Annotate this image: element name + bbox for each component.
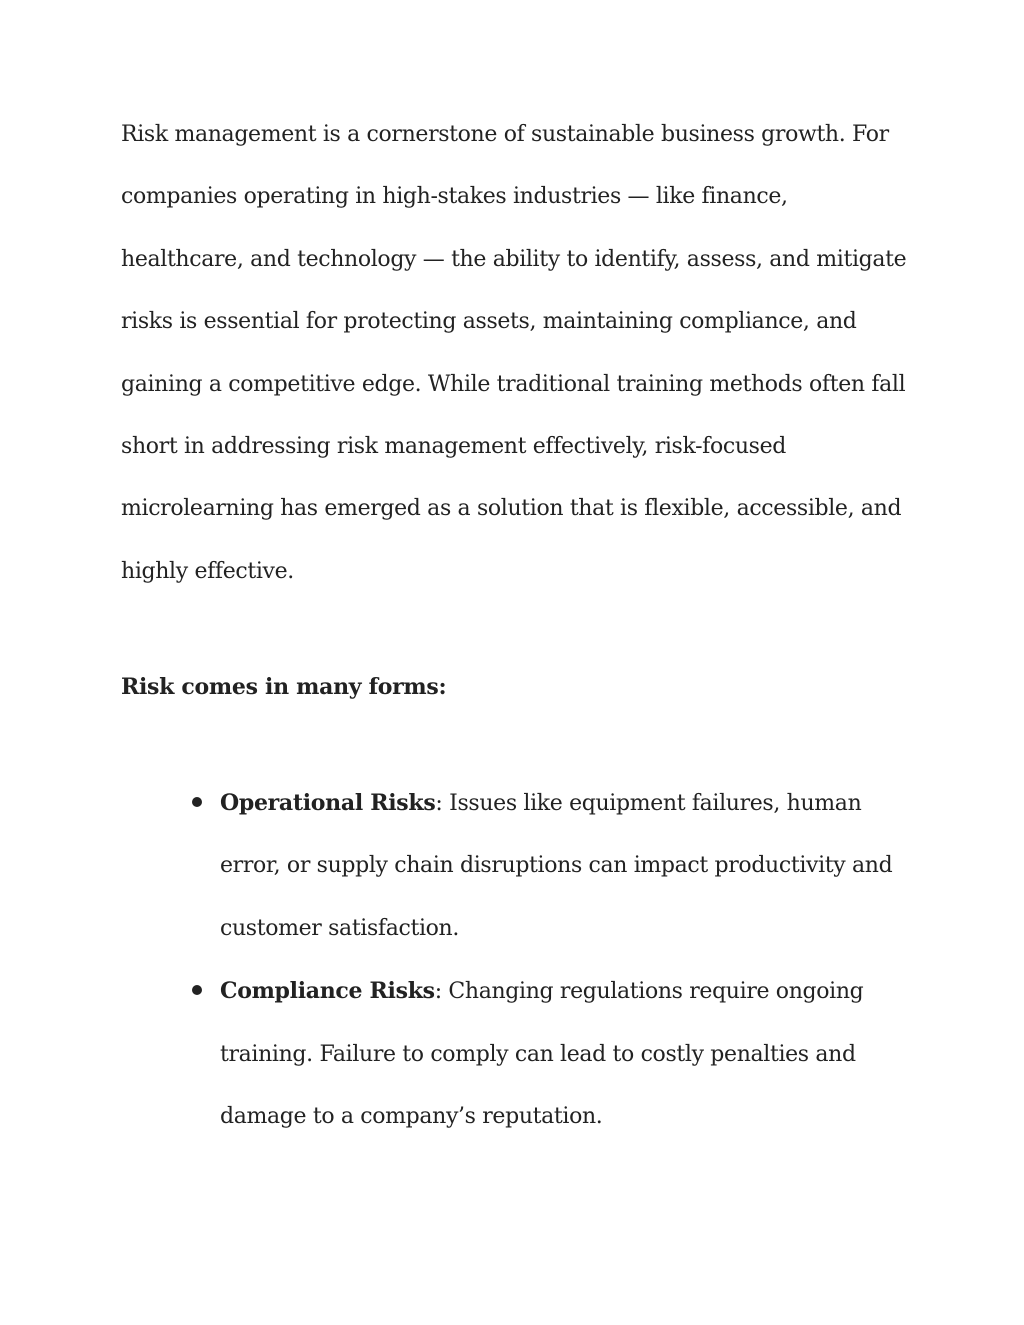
risk-description: : Changing regulations require ongoing training. Failure to comply can lead to costly penalties and damage to a company’s reputation. (220, 979, 864, 1130)
intro-paragraph: Risk management is a cornerstone of sustainable business growth. For companies operating in high-stakes industries — like finance, healthcare, and technology — the ability to identify, assess, and mitigate risks is essential for protecting assets, maintaining compliance, and gaining a competitive edge. While traditional training methods often fall short in addressing risk management effectively, risk-focused microlearning has emerged as a solution that is flexible, accessible, and highly effective. (121, 122, 907, 584)
list-item-text (220, 960, 900, 1148)
list-item-text (220, 772, 900, 960)
list-item (0, 772, 1024, 960)
section-heading: Risk comes in many forms: (121, 674, 447, 700)
risk-list (0, 772, 1024, 1148)
bullet-icon (192, 985, 202, 995)
list-item (0, 960, 1024, 1148)
bullet-icon (192, 797, 202, 807)
risk-term: Operational Risks (220, 790, 436, 816)
risk-description: : Issues like equipment failures, human error, or supply chain disruptions can impact productivity and customer satisfaction. (220, 791, 893, 941)
risk-term: Compliance Risks (220, 978, 435, 1005)
